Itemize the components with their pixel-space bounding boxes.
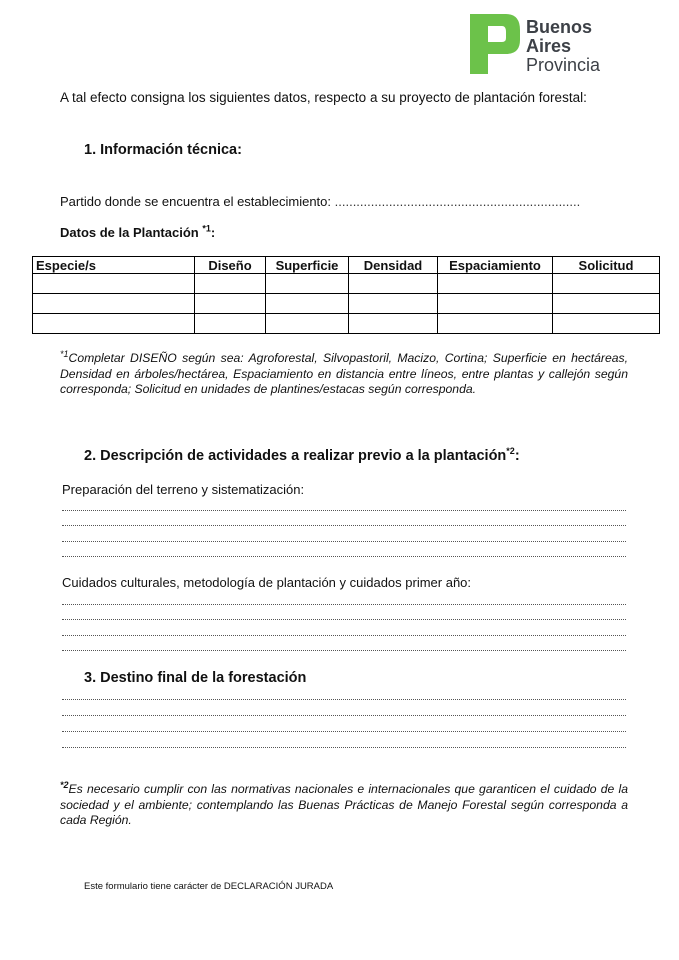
footnote-2-mark: *2	[60, 779, 69, 790]
table-cell[interactable]	[349, 314, 438, 334]
table-header-row	[33, 257, 660, 274]
table-cell[interactable]	[349, 274, 438, 294]
provincia-logo	[466, 12, 616, 76]
col-densidad: Densidad	[349, 257, 438, 274]
table-cell[interactable]	[266, 294, 349, 314]
pba-emblem-icon	[466, 12, 522, 76]
cuidados-label: Cuidados culturales, metodología de plantación y cuidados primer año:	[62, 575, 472, 590]
section2-title	[84, 448, 520, 464]
table-cell[interactable]	[195, 274, 266, 294]
footnote-2-text: Es necesario cumplir con las normativas nacionales e internacionales que garanticen el cuidado de la sociedad y el ambiente; contemplando las Buenas Prácticas de Manejo Forestal según corresponda a cada Región.	[60, 782, 628, 827]
destino-line-1[interactable]	[62, 699, 626, 700]
table-row	[33, 274, 660, 294]
section2-title-text: 2. Descripción de actividades a realizar previo a la plantación	[84, 448, 507, 464]
footnote-1-text: Completar DISEÑO según sea: Agroforestal, Silvopastoril, Macizo, Cortina; Superficie en hectáreas, Densidad en árboles/hectárea, Espaciamiento en distancia entre líneos, entre plantas y callejón según corresponda; Solicitud en unidades de plantines/estacas según corresponda.	[60, 351, 628, 396]
logo-text-provincia: Provincia	[526, 55, 601, 75]
section3-title: 3. Destino final de la forestación	[84, 670, 307, 686]
preparacion-line-4[interactable]	[62, 556, 626, 557]
intro-text: A tal efecto consigna los siguientes datos, respecto a su proyecto de plantación forestal:	[60, 90, 587, 105]
footnote-1-mark: *1	[60, 348, 69, 359]
table-cell[interactable]	[33, 294, 195, 314]
table-cell[interactable]	[438, 294, 553, 314]
cuidados-line-3[interactable]	[62, 635, 626, 636]
section2-title-colon: :	[514, 448, 520, 464]
table-cell[interactable]	[33, 314, 195, 334]
footnote-2	[60, 779, 628, 829]
destino-line-3[interactable]	[62, 731, 626, 732]
preparacion-line-2[interactable]	[62, 525, 626, 526]
footer-declaration: Este formulario tiene carácter de DECLARACIÓN JURADA	[84, 881, 334, 892]
col-superficie: Superficie	[266, 257, 349, 274]
section1-title: 1. Información técnica:	[84, 142, 242, 158]
datos-title-text: Datos de la Plantación	[60, 225, 199, 240]
table-cell[interactable]	[266, 274, 349, 294]
col-diseno: Diseño	[195, 257, 266, 274]
col-espaciamiento: Espaciamiento	[438, 257, 553, 274]
table-cell[interactable]	[553, 274, 660, 294]
destino-line-2[interactable]	[62, 715, 626, 716]
table-cell[interactable]	[195, 314, 266, 334]
table-cell[interactable]	[438, 274, 553, 294]
table-cell[interactable]	[349, 294, 438, 314]
cuidados-line-1[interactable]	[62, 604, 626, 605]
col-solicitud: Solicitud	[553, 257, 660, 274]
datos-plantacion-title	[60, 225, 215, 240]
table-row	[33, 314, 660, 334]
footnote-1	[60, 348, 628, 398]
cuidados-line-4[interactable]	[62, 650, 626, 651]
destino-line-4[interactable]	[62, 747, 626, 748]
partido-label: Partido donde se encuentra el establecimiento:	[60, 194, 332, 209]
preparacion-line-3[interactable]	[62, 541, 626, 542]
table-cell[interactable]	[438, 314, 553, 334]
table-cell[interactable]	[553, 294, 660, 314]
col-especie: Especie/s	[33, 257, 195, 274]
table-cell[interactable]	[553, 314, 660, 334]
partido-field[interactable]	[60, 194, 580, 209]
table-cell[interactable]	[195, 294, 266, 314]
datos-title-colon: :	[210, 225, 216, 240]
table-row	[33, 294, 660, 314]
preparacion-label: Preparación del terreno y sistematización:	[62, 482, 305, 497]
cuidados-line-2[interactable]	[62, 619, 626, 620]
table-cell[interactable]	[33, 274, 195, 294]
logo-text-buenos: Buenos	[526, 17, 593, 37]
preparacion-line-1[interactable]	[62, 510, 626, 511]
section2-title-mark: *2	[506, 446, 515, 457]
plantation-table	[32, 256, 660, 334]
partido-dots: ....................................................................	[334, 194, 581, 209]
datos-title-mark: *1	[202, 223, 211, 234]
logo-text-aires: Aires	[526, 36, 572, 56]
table-cell[interactable]	[266, 314, 349, 334]
